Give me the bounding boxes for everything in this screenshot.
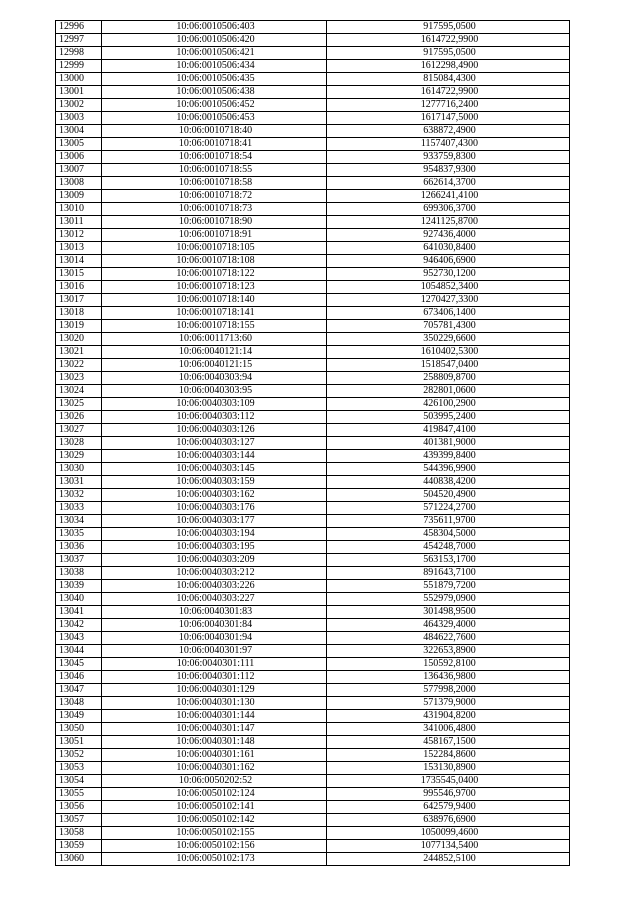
- table-row: [56, 34, 570, 47]
- cadastral-number-cell: 10:06:0040301:130: [102, 697, 327, 710]
- cadastral-number-cell: 10:06:0010718:123: [102, 281, 327, 294]
- cadastral-number-cell: 10:06:0040301:144: [102, 710, 327, 723]
- row-number-cell: 13056: [56, 801, 102, 814]
- cadastral-number-cell: 10:06:0010718:91: [102, 229, 327, 242]
- cadastral-number-cell: 10:06:0010506:453: [102, 112, 327, 125]
- value-cell: 571379,9000: [327, 697, 570, 710]
- row-number-cell: 13026: [56, 411, 102, 424]
- value-cell: 891643,7100: [327, 567, 570, 580]
- table-row: [56, 294, 570, 307]
- table-row: [56, 840, 570, 853]
- value-cell: 571224,2700: [327, 502, 570, 515]
- value-cell: 954837,9300: [327, 164, 570, 177]
- row-number-cell: 13012: [56, 229, 102, 242]
- row-number-cell: 13027: [56, 424, 102, 437]
- row-number-cell: 13055: [56, 788, 102, 801]
- cadastral-number-cell: 10:06:0040303:176: [102, 502, 327, 515]
- cadastral-number-cell: 10:06:0011713:60: [102, 333, 327, 346]
- row-number-cell: 13049: [56, 710, 102, 723]
- value-cell: 952730,1200: [327, 268, 570, 281]
- row-number-cell: 13011: [56, 216, 102, 229]
- value-cell: 1518547,0400: [327, 359, 570, 372]
- value-cell: 638872,4900: [327, 125, 570, 138]
- table-row: [56, 489, 570, 502]
- value-cell: 563153,1700: [327, 554, 570, 567]
- row-number-cell: 13025: [56, 398, 102, 411]
- cadastral-number-cell: 10:06:0050202:52: [102, 775, 327, 788]
- value-cell: 735611,9700: [327, 515, 570, 528]
- value-cell: 933759,8300: [327, 151, 570, 164]
- row-number-cell: 13020: [56, 333, 102, 346]
- value-cell: 1612298,4900: [327, 60, 570, 73]
- cadastral-number-cell: 10:06:0040301:97: [102, 645, 327, 658]
- value-cell: 454248,7000: [327, 541, 570, 554]
- cadastral-number-cell: 10:06:0050102:156: [102, 840, 327, 853]
- row-number-cell: 13060: [56, 853, 102, 866]
- value-cell: 301498,9500: [327, 606, 570, 619]
- table-row: [56, 151, 570, 164]
- row-number-cell: 13001: [56, 86, 102, 99]
- value-cell: 638976,6900: [327, 814, 570, 827]
- value-cell: 419847,4100: [327, 424, 570, 437]
- table-row: [56, 814, 570, 827]
- value-cell: 1270427,3300: [327, 294, 570, 307]
- cadastral-number-cell: 10:06:0040301:161: [102, 749, 327, 762]
- value-cell: 1610402,5300: [327, 346, 570, 359]
- value-cell: 1050099,4600: [327, 827, 570, 840]
- cadastral-number-cell: 10:06:0010506:403: [102, 21, 327, 34]
- row-number-cell: 13037: [56, 554, 102, 567]
- row-number-cell: 13014: [56, 255, 102, 268]
- table-row: [56, 775, 570, 788]
- value-cell: 641030,8400: [327, 242, 570, 255]
- cadastral-number-cell: 10:06:0050102:173: [102, 853, 327, 866]
- table-row: [56, 21, 570, 34]
- table-row: [56, 853, 570, 866]
- table-row: [56, 593, 570, 606]
- row-number-cell: 13058: [56, 827, 102, 840]
- table-row: [56, 268, 570, 281]
- table-row: [56, 437, 570, 450]
- table-row: [56, 684, 570, 697]
- value-cell: 136436,9800: [327, 671, 570, 684]
- value-cell: 1614722,9900: [327, 34, 570, 47]
- row-number-cell: 12997: [56, 34, 102, 47]
- cadastral-number-cell: 10:06:0050102:155: [102, 827, 327, 840]
- table-row: [56, 645, 570, 658]
- table-row: [56, 216, 570, 229]
- table-row: [56, 515, 570, 528]
- cadastral-number-cell: 10:06:0010718:140: [102, 294, 327, 307]
- table-row: [56, 632, 570, 645]
- value-cell: 544396,9900: [327, 463, 570, 476]
- table-row: [56, 411, 570, 424]
- row-number-cell: 12998: [56, 47, 102, 60]
- row-number-cell: 13002: [56, 99, 102, 112]
- row-number-cell: 13052: [56, 749, 102, 762]
- cadastral-number-cell: 10:06:0040121:15: [102, 359, 327, 372]
- table-row: [56, 827, 570, 840]
- row-number-cell: 13003: [56, 112, 102, 125]
- table-row: [56, 736, 570, 749]
- table-row: [56, 86, 570, 99]
- value-cell: 1054852,3400: [327, 281, 570, 294]
- table-row: [56, 346, 570, 359]
- row-number-cell: 13045: [56, 658, 102, 671]
- cadastral-number-cell: 10:06:0040301:162: [102, 762, 327, 775]
- table-row: [56, 723, 570, 736]
- row-number-cell: 13054: [56, 775, 102, 788]
- row-number-cell: 13017: [56, 294, 102, 307]
- table-row: [56, 658, 570, 671]
- document-page: [55, 20, 569, 866]
- cadastral-number-cell: 10:06:0010718:40: [102, 125, 327, 138]
- row-number-cell: 13033: [56, 502, 102, 515]
- value-cell: 484622,7600: [327, 632, 570, 645]
- value-cell: 458167,1500: [327, 736, 570, 749]
- cadastral-number-cell: 10:06:0010718:58: [102, 177, 327, 190]
- cadastral-number-cell: 10:06:0040303:112: [102, 411, 327, 424]
- table-row: [56, 307, 570, 320]
- cadastral-number-cell: 10:06:0040303:95: [102, 385, 327, 398]
- value-cell: 439399,8400: [327, 450, 570, 463]
- row-number-cell: 13032: [56, 489, 102, 502]
- table-row: [56, 541, 570, 554]
- value-cell: 642579,9400: [327, 801, 570, 814]
- row-number-cell: 13031: [56, 476, 102, 489]
- table-row: [56, 320, 570, 333]
- table-row: [56, 710, 570, 723]
- value-cell: 927436,4000: [327, 229, 570, 242]
- cadastral-number-cell: 10:06:0010718:55: [102, 164, 327, 177]
- row-number-cell: 13004: [56, 125, 102, 138]
- cadastral-number-cell: 10:06:0010718:73: [102, 203, 327, 216]
- table-row: [56, 697, 570, 710]
- cadastral-number-cell: 10:06:0040303:195: [102, 541, 327, 554]
- row-number-cell: 13039: [56, 580, 102, 593]
- row-number-cell: 13042: [56, 619, 102, 632]
- row-number-cell: 13059: [56, 840, 102, 853]
- cadastral-number-cell: 10:06:0040301:111: [102, 658, 327, 671]
- value-cell: 1614722,9900: [327, 86, 570, 99]
- row-number-cell: 13006: [56, 151, 102, 164]
- row-number-cell: 13015: [56, 268, 102, 281]
- table-row: [56, 450, 570, 463]
- value-cell: 431904,8200: [327, 710, 570, 723]
- table-row: [56, 73, 570, 86]
- cadastral-number-cell: 10:06:0040303:144: [102, 450, 327, 463]
- row-number-cell: 13035: [56, 528, 102, 541]
- table-row: [56, 281, 570, 294]
- cadastral-number-cell: 10:06:0040303:159: [102, 476, 327, 489]
- cadastral-number-cell: 10:06:0040303:227: [102, 593, 327, 606]
- cadastral-number-cell: 10:06:0040301:129: [102, 684, 327, 697]
- cadastral-number-cell: 10:06:0010506:420: [102, 34, 327, 47]
- row-number-cell: 13018: [56, 307, 102, 320]
- row-number-cell: 13040: [56, 593, 102, 606]
- value-cell: 577998,2000: [327, 684, 570, 697]
- value-cell: 1617147,5000: [327, 112, 570, 125]
- value-cell: 152284,8600: [327, 749, 570, 762]
- table-row: [56, 242, 570, 255]
- cadastral-number-cell: 10:06:0040121:14: [102, 346, 327, 359]
- cadastral-number-cell: 10:06:0040303:126: [102, 424, 327, 437]
- table-row: [56, 580, 570, 593]
- row-number-cell: 13005: [56, 138, 102, 151]
- value-cell: 995546,9700: [327, 788, 570, 801]
- table-row: [56, 606, 570, 619]
- cadastral-number-cell: 10:06:0050102:142: [102, 814, 327, 827]
- table-row: [56, 190, 570, 203]
- value-cell: 504520,4900: [327, 489, 570, 502]
- table-row: [56, 47, 570, 60]
- row-number-cell: 13029: [56, 450, 102, 463]
- value-cell: 322653,8900: [327, 645, 570, 658]
- table-row: [56, 762, 570, 775]
- cadastral-number-cell: 10:06:0010718:41: [102, 138, 327, 151]
- row-number-cell: 13016: [56, 281, 102, 294]
- row-number-cell: 13008: [56, 177, 102, 190]
- table-row: [56, 229, 570, 242]
- cadastral-number-cell: 10:06:0040301:84: [102, 619, 327, 632]
- row-number-cell: 13021: [56, 346, 102, 359]
- row-number-cell: 13024: [56, 385, 102, 398]
- table-row: [56, 138, 570, 151]
- cadastral-number-cell: 10:06:0010718:108: [102, 255, 327, 268]
- table-row: [56, 372, 570, 385]
- cadastral-number-cell: 10:06:0040303:127: [102, 437, 327, 450]
- table-row: [56, 99, 570, 112]
- table-row: [56, 619, 570, 632]
- row-number-cell: 13013: [56, 242, 102, 255]
- value-cell: 917595,0500: [327, 21, 570, 34]
- value-cell: 153130,8900: [327, 762, 570, 775]
- table-row: [56, 255, 570, 268]
- cadastral-number-cell: 10:06:0010506:452: [102, 99, 327, 112]
- value-cell: 815084,4300: [327, 73, 570, 86]
- table-row: [56, 60, 570, 73]
- table-row: [56, 528, 570, 541]
- cadastral-number-cell: 10:06:0040303:109: [102, 398, 327, 411]
- row-number-cell: 13023: [56, 372, 102, 385]
- value-cell: 464329,4000: [327, 619, 570, 632]
- cadastral-number-cell: 10:06:0010506:438: [102, 86, 327, 99]
- cadastral-number-cell: 10:06:0010718:122: [102, 268, 327, 281]
- table-row: [56, 359, 570, 372]
- row-number-cell: 13009: [56, 190, 102, 203]
- value-cell: 150592,8100: [327, 658, 570, 671]
- value-cell: 1157407,4300: [327, 138, 570, 151]
- cadastral-number-cell: 10:06:0040301:147: [102, 723, 327, 736]
- row-number-cell: 13019: [56, 320, 102, 333]
- value-cell: 440838,4200: [327, 476, 570, 489]
- table-row: [56, 112, 570, 125]
- cadastral-number-cell: 10:06:0010718:72: [102, 190, 327, 203]
- value-cell: 258809,8700: [327, 372, 570, 385]
- cadastral-number-cell: 10:06:0040303:209: [102, 554, 327, 567]
- value-cell: 1241125,8700: [327, 216, 570, 229]
- row-number-cell: 13041: [56, 606, 102, 619]
- value-cell: 1735545,0400: [327, 775, 570, 788]
- value-cell: 917595,0500: [327, 47, 570, 60]
- cadastral-number-cell: 10:06:0010718:54: [102, 151, 327, 164]
- cadastral-number-cell: 10:06:0040303:145: [102, 463, 327, 476]
- row-number-cell: 13046: [56, 671, 102, 684]
- table-row: [56, 502, 570, 515]
- row-number-cell: 13051: [56, 736, 102, 749]
- value-cell: 503995,2400: [327, 411, 570, 424]
- row-number-cell: 13047: [56, 684, 102, 697]
- row-number-cell: 13043: [56, 632, 102, 645]
- table-row: [56, 398, 570, 411]
- row-number-cell: 13057: [56, 814, 102, 827]
- row-number-cell: 13010: [56, 203, 102, 216]
- row-number-cell: 13048: [56, 697, 102, 710]
- cadastral-number-cell: 10:06:0010718:141: [102, 307, 327, 320]
- table-row: [56, 203, 570, 216]
- cadastral-number-cell: 10:06:0040303:226: [102, 580, 327, 593]
- value-cell: 401381,9000: [327, 437, 570, 450]
- value-cell: 341006,4800: [327, 723, 570, 736]
- cadastral-number-cell: 10:06:0010506:434: [102, 60, 327, 73]
- table-row: [56, 476, 570, 489]
- table-row: [56, 333, 570, 346]
- cadastral-number-cell: 10:06:0040303:194: [102, 528, 327, 541]
- row-number-cell: 12999: [56, 60, 102, 73]
- table-row: [56, 385, 570, 398]
- row-number-cell: 13030: [56, 463, 102, 476]
- value-cell: 1277716,2400: [327, 99, 570, 112]
- value-cell: 705781,4300: [327, 320, 570, 333]
- table-row: [56, 801, 570, 814]
- cadastral-number-cell: 10:06:0040301:112: [102, 671, 327, 684]
- cadastral-number-cell: 10:06:0040301:94: [102, 632, 327, 645]
- data-table: [55, 20, 570, 866]
- row-number-cell: 13034: [56, 515, 102, 528]
- table-row: [56, 671, 570, 684]
- cadastral-number-cell: 10:06:0040303:212: [102, 567, 327, 580]
- cadastral-number-cell: 10:06:0010718:105: [102, 242, 327, 255]
- value-cell: 552979,0900: [327, 593, 570, 606]
- cadastral-number-cell: 10:06:0050102:141: [102, 801, 327, 814]
- table-row: [56, 424, 570, 437]
- value-cell: 1266241,4100: [327, 190, 570, 203]
- row-number-cell: 13036: [56, 541, 102, 554]
- value-cell: 426100,2900: [327, 398, 570, 411]
- row-number-cell: 13053: [56, 762, 102, 775]
- value-cell: 673406,1400: [327, 307, 570, 320]
- value-cell: 244852,5100: [327, 853, 570, 866]
- cadastral-number-cell: 10:06:0040303:94: [102, 372, 327, 385]
- cadastral-number-cell: 10:06:0040301:83: [102, 606, 327, 619]
- row-number-cell: 13022: [56, 359, 102, 372]
- row-number-cell: 13038: [56, 567, 102, 580]
- cadastral-number-cell: 10:06:0040301:148: [102, 736, 327, 749]
- cadastral-number-cell: 10:06:0040303:162: [102, 489, 327, 502]
- value-cell: 699306,3700: [327, 203, 570, 216]
- table-row: [56, 554, 570, 567]
- cadastral-number-cell: 10:06:0050102:124: [102, 788, 327, 801]
- value-cell: 458304,5000: [327, 528, 570, 541]
- cadastral-number-cell: 10:06:0040303:177: [102, 515, 327, 528]
- table-row: [56, 567, 570, 580]
- value-cell: 1077134,5400: [327, 840, 570, 853]
- row-number-cell: 13000: [56, 73, 102, 86]
- table-body: [56, 21, 570, 866]
- row-number-cell: 13028: [56, 437, 102, 450]
- row-number-cell: 13050: [56, 723, 102, 736]
- value-cell: 282801,0600: [327, 385, 570, 398]
- cadastral-number-cell: 10:06:0010718:90: [102, 216, 327, 229]
- value-cell: 946406,6900: [327, 255, 570, 268]
- row-number-cell: 13044: [56, 645, 102, 658]
- cadastral-number-cell: 10:06:0010718:155: [102, 320, 327, 333]
- table-row: [56, 125, 570, 138]
- row-number-cell: 12996: [56, 21, 102, 34]
- value-cell: 662614,3700: [327, 177, 570, 190]
- table-row: [56, 788, 570, 801]
- value-cell: 551879,7200: [327, 580, 570, 593]
- table-row: [56, 463, 570, 476]
- row-number-cell: 13007: [56, 164, 102, 177]
- table-row: [56, 164, 570, 177]
- cadastral-number-cell: 10:06:0010506:421: [102, 47, 327, 60]
- value-cell: 350229,6600: [327, 333, 570, 346]
- table-row: [56, 177, 570, 190]
- table-row: [56, 749, 570, 762]
- cadastral-number-cell: 10:06:0010506:435: [102, 73, 327, 86]
